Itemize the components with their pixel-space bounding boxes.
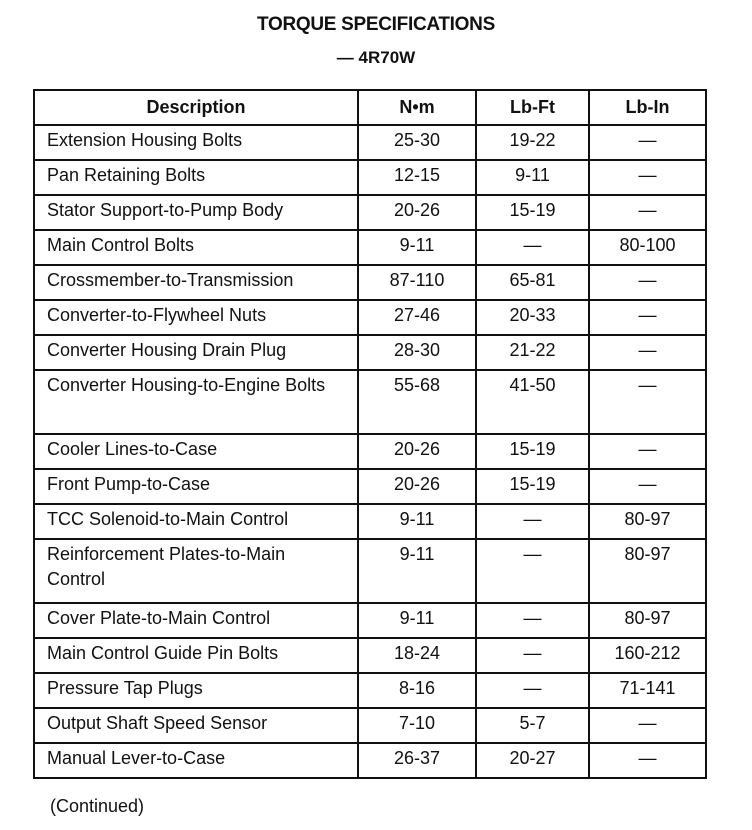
cell-lbft: 20-27 [476, 743, 589, 778]
cell-lbft: 5-7 [476, 708, 589, 743]
cell-lbin: 80-100 [589, 230, 706, 265]
cell-lbin: — [589, 434, 706, 469]
cell-description: Cover Plate-to-Main Control [34, 603, 358, 638]
table-row [34, 708, 706, 743]
table-row [34, 230, 706, 265]
cell-lbft: 15-19 [476, 434, 589, 469]
page-title: TORQUE SPECIFICATIONS [257, 14, 495, 35]
table-row [34, 300, 706, 335]
cell-lbin: — [589, 370, 706, 434]
table-row [34, 195, 706, 230]
cell-description: Pressure Tap Plugs [34, 673, 358, 708]
cell-nm: 9-11 [358, 603, 476, 638]
cell-nm: 25-30 [358, 125, 476, 160]
torque-spec-table [33, 89, 707, 779]
cell-lbin: — [589, 125, 706, 160]
cell-lbin: 160-212 [589, 638, 706, 673]
cell-lbin: — [589, 300, 706, 335]
cell-lbin: — [589, 195, 706, 230]
cell-nm: 87-110 [358, 265, 476, 300]
cell-nm: 9-11 [358, 230, 476, 265]
column-header-description: Description [34, 90, 358, 125]
cell-nm: 9-11 [358, 504, 476, 539]
continued-note: (Continued) [50, 796, 145, 816]
cell-description: Reinforcement Plates-to-Main Control [34, 539, 358, 603]
cell-lbft: 41-50 [476, 370, 589, 434]
table-header-row [34, 90, 706, 125]
table-row [34, 370, 706, 434]
cell-lbft: 15-19 [476, 469, 589, 504]
table-row [34, 743, 706, 778]
cell-description: Main Control Guide Pin Bolts [34, 638, 358, 673]
cell-lbin: 80-97 [589, 539, 706, 603]
table-row [34, 434, 706, 469]
table-row [34, 603, 706, 638]
cell-lbft: — [476, 230, 589, 265]
table-row [34, 265, 706, 300]
column-header-nm: N•m [358, 90, 476, 125]
cell-description: Front Pump-to-Case [34, 469, 358, 504]
cell-nm: 55-68 [358, 370, 476, 434]
cell-nm: 28-30 [358, 335, 476, 370]
cell-lbin: 71-141 [589, 673, 706, 708]
cell-description: Crossmember-to-Transmission [34, 265, 358, 300]
cell-description: TCC Solenoid-to-Main Control [34, 504, 358, 539]
cell-nm: 27-46 [358, 300, 476, 335]
column-header-lbin: Lb-In [589, 90, 706, 125]
table-row [34, 504, 706, 539]
table-row [34, 469, 706, 504]
cell-description: Converter Housing Drain Plug [34, 335, 358, 370]
cell-nm: 20-26 [358, 434, 476, 469]
cell-description: Main Control Bolts [34, 230, 358, 265]
cell-lbft: — [476, 638, 589, 673]
cell-nm: 20-26 [358, 195, 476, 230]
cell-description: Pan Retaining Bolts [34, 160, 358, 195]
cell-description: Converter-to-Flywheel Nuts [34, 300, 358, 335]
cell-lbin: — [589, 160, 706, 195]
cell-lbft: — [476, 603, 589, 638]
cell-lbft: 65-81 [476, 265, 589, 300]
table-row [34, 125, 706, 160]
column-header-lbft: Lb-Ft [476, 90, 589, 125]
cell-lbft: — [476, 539, 589, 603]
cell-lbin: — [589, 265, 706, 300]
cell-nm: 26-37 [358, 743, 476, 778]
cell-nm: 8-16 [358, 673, 476, 708]
cell-description: Output Shaft Speed Sensor [34, 708, 358, 743]
cell-description: Extension Housing Bolts [34, 125, 358, 160]
table-row [34, 638, 706, 673]
cell-lbin: — [589, 708, 706, 743]
cell-lbft: — [476, 673, 589, 708]
cell-lbft: — [476, 504, 589, 539]
page-subtitle: — 4R70W [336, 48, 416, 67]
cell-description: Manual Lever-to-Case [34, 743, 358, 778]
cell-nm: 7-10 [358, 708, 476, 743]
cell-description: Stator Support-to-Pump Body [34, 195, 358, 230]
cell-nm: 12-15 [358, 160, 476, 195]
cell-lbft: 9-11 [476, 160, 589, 195]
cell-lbin: 80-97 [589, 603, 706, 638]
cell-lbft: 21-22 [476, 335, 589, 370]
cell-nm: 9-11 [358, 539, 476, 603]
cell-lbin: 80-97 [589, 504, 706, 539]
cell-description: Cooler Lines-to-Case [34, 434, 358, 469]
table-row [34, 335, 706, 370]
cell-lbin: — [589, 743, 706, 778]
cell-lbin: — [589, 469, 706, 504]
cell-lbft: 20-33 [476, 300, 589, 335]
cell-nm: 20-26 [358, 469, 476, 504]
table-row [34, 160, 706, 195]
cell-lbft: 15-19 [476, 195, 589, 230]
table-row [34, 539, 706, 603]
cell-description: Converter Housing-to-Engine Bolts [34, 370, 358, 434]
cell-lbin: — [589, 335, 706, 370]
table-row [34, 673, 706, 708]
cell-lbft: 19-22 [476, 125, 589, 160]
cell-nm: 18-24 [358, 638, 476, 673]
